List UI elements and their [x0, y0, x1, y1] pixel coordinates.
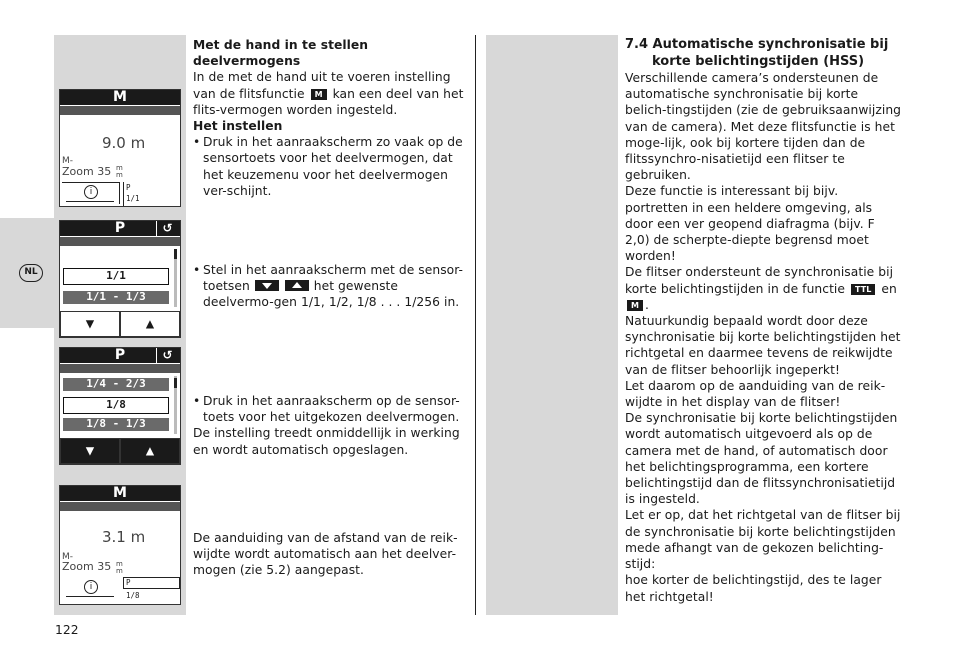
- display-mode-header: [60, 348, 180, 363]
- distance-readout: 9.0 m: [102, 134, 146, 152]
- manual-mode-badge: M: [311, 89, 327, 100]
- paragraph-1: Verschillende camera’s ondersteunen de automatische synchronisatie bij korte belich-tingstijden (zie de gebruiksaanwijzing van de camera). Met deze flitsfunctie is het moge-lijk, ook bij kortere tijden dan de flitssynchro-nisatietijd een flitser te gebruiken.: [625, 71, 902, 183]
- unit-bottom: m: [116, 171, 123, 179]
- up-arrow-button[interactable]: ▲: [120, 311, 180, 337]
- auto-save-note: De instelling treedt onmiddellijk in werking en wordt automatisch opgeslagen.: [193, 426, 460, 457]
- back-icon[interactable]: ↺: [156, 348, 178, 363]
- up-arrow-button[interactable]: ▲: [120, 438, 180, 464]
- scroll-thumb[interactable]: [174, 378, 177, 388]
- bullet-open-menu: • Druk in het aanraakscherm zo vaak op de sensortoets voor het deelvermogen, dat het keuzemenu voor het deelvermogen ver-schijnt.: [193, 134, 471, 199]
- info-button[interactable]: [62, 578, 120, 600]
- right-gray-column: [486, 35, 618, 615]
- distance-readout: 3.1 m: [102, 528, 146, 546]
- flash-display-power-select-1: [59, 220, 181, 338]
- mode-label: P: [114, 220, 126, 236]
- bullet-confirm-power: • Druk in het aanraakscherm op de sensor-toets voor het uitgekozen deelvermogen. De instelling treedt onmiddellijk in werking en wordt automatisch opgeslagen.: [193, 393, 471, 458]
- flash-display-manual-2: [59, 485, 181, 605]
- unit-bottom: m: [116, 567, 123, 575]
- intro-paragraph: In de met de hand uit te voeren instelling van de flitsfunctie M kan een deel van het flits-vermogen worden ingesteld.: [193, 70, 464, 117]
- zoom-label: Zoom 35: [62, 560, 112, 573]
- info-icon: i: [84, 580, 98, 594]
- flash-display-manual-1: [59, 89, 181, 207]
- flash-display-power-select-2: [59, 347, 181, 465]
- distance-adjust-note: De aanduiding van de afstand van de reik-wijdte wordt automatisch aan het deelver-mogen (zie 5.2) aangepast.: [193, 531, 458, 578]
- column-divider: [475, 35, 476, 615]
- down-arrow-button[interactable]: ▼: [60, 438, 120, 464]
- power-range-bar-bottom[interactable]: 1/8 - 1/3: [63, 418, 169, 431]
- back-icon[interactable]: ↺: [156, 221, 178, 236]
- paragraph-7: Let er op, dat het richtgetal van de flitser bij de synchronisatie bij korte belichtingstijden mede afhangt van de gekozen belichting-stijd:: [625, 508, 901, 572]
- power-label: P: [126, 578, 131, 587]
- scroll-thumb[interactable]: [174, 249, 177, 259]
- display-mode-header: [60, 221, 180, 236]
- power-value: 1/1: [126, 194, 140, 203]
- paragraph-3: De flitser ondersteunt de synchronisatie bij korte belichtingstijden in de functie TTL en M .: [625, 265, 897, 312]
- manual-mode-badge: M: [627, 300, 643, 311]
- power-range-bar-top[interactable]: 1/4 - 2/3: [63, 378, 169, 391]
- down-key-icon: [255, 280, 279, 291]
- zoom-prefix: M-: [62, 552, 74, 562]
- section-heading: 7.4 Automatische synchronisatie bij korte belichtingstijden (HSS): [625, 37, 889, 69]
- down-arrow-button[interactable]: ▼: [60, 311, 120, 337]
- language-badge: NL: [19, 264, 43, 282]
- page-number: 122: [55, 623, 79, 637]
- paragraph-8: hoe korter de belichtingstijd, des te lager het richtgetal!: [625, 573, 882, 604]
- up-key-icon: [285, 280, 309, 291]
- power-button[interactable]: [123, 182, 180, 206]
- unit-top: m: [116, 560, 123, 568]
- left-text-column: [193, 37, 471, 199]
- ttl-mode-badge: TTL: [851, 284, 875, 295]
- paragraph-4: Natuurkundig bepaald wordt door deze synchronisatie bij korte belichtingstijden het richtgetal en daarmee tevens de reikwijdte van de flitser behoorlijk ingeperkt!: [625, 314, 901, 377]
- unit-top: m: [116, 164, 123, 172]
- zoom-label: Zoom 35: [62, 165, 112, 178]
- power-range-bar[interactable]: 1/1 - 1/3: [63, 291, 169, 304]
- right-text-column: [625, 36, 903, 605]
- paragraph-2: Deze functie is interessant bij bijv. portretten in een heldere omgeving, als door een ver geopend diafragma (bijv. F 2,0) de scherpte-diepte begrensd moet worden!: [625, 184, 875, 264]
- mode-label: P: [114, 347, 126, 363]
- bullet-select-power: • Stel in het aanraakscherm met de sensor-toetsen het gewenste deelvermo-gen 1/1, 1/2, 1/8 . . . 1/256 in.: [193, 262, 471, 311]
- heading-setting: Het instellen: [193, 119, 283, 134]
- paragraph-5: Let daarom op de aanduiding van de reik-wijdte in het display van de flitser!: [625, 378, 886, 410]
- power-option-selected[interactable]: 1/1: [63, 268, 169, 285]
- paragraph-6: De synchronisatie bij korte belichtingstijden wordt automatisch uitgevoerd als op de camera met de hand, of automatisch door het belichtingsprogramma, een kortere belichtingstijd dan de flitssynchronisatietijd is ingesteld.: [625, 411, 898, 507]
- power-value: 1/8: [126, 591, 140, 600]
- power-label: P: [126, 183, 131, 192]
- display-mode-header: M: [60, 486, 180, 501]
- display-mode-header: M: [60, 90, 180, 105]
- power-button[interactable]: [123, 577, 180, 589]
- zoom-prefix: M-: [62, 156, 74, 166]
- heading-manual-power: Met de hand in te stellen deelvermogens: [193, 38, 369, 69]
- info-icon: i: [84, 185, 98, 199]
- info-button[interactable]: [62, 182, 120, 204]
- power-option-selected[interactable]: 1/8: [63, 397, 169, 414]
